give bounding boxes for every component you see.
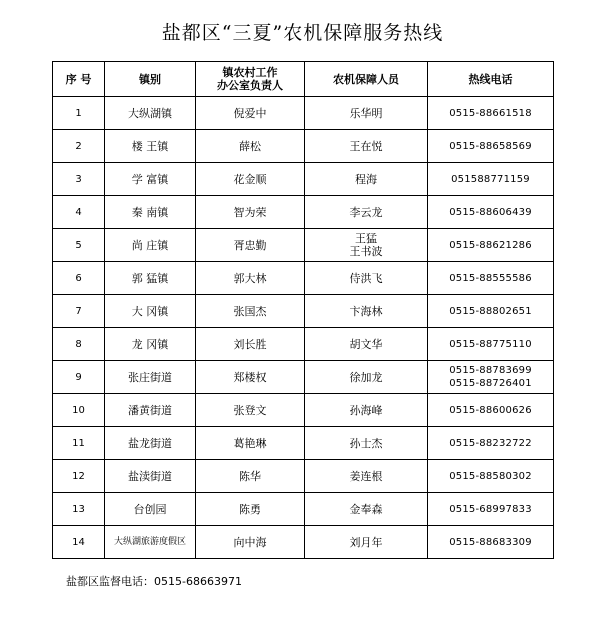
header-leader: 镇农村工作 办公室负责人 bbox=[196, 62, 305, 97]
cell-staff: 李云龙 bbox=[305, 196, 428, 229]
table-row bbox=[53, 196, 554, 229]
cell-no: 14 bbox=[53, 526, 105, 559]
cell-leader: 倪爱中 bbox=[196, 97, 305, 130]
cell-town: 台创园 bbox=[105, 493, 196, 526]
cell-town: 秦 南镇 bbox=[105, 196, 196, 229]
cell-town: 大纵湖镇 bbox=[105, 97, 196, 130]
cell-town: 大纵湖旅游度假区 bbox=[105, 526, 196, 559]
table-row bbox=[53, 328, 554, 361]
cell-tel: 0515-88658569 bbox=[428, 130, 554, 163]
cell-no: 7 bbox=[53, 295, 105, 328]
header-staff: 农机保障人员 bbox=[305, 62, 428, 97]
cell-town: 郭 猛镇 bbox=[105, 262, 196, 295]
header-tel: 热线电话 bbox=[428, 62, 554, 97]
cell-staff: 乐华明 bbox=[305, 97, 428, 130]
cell-no: 13 bbox=[53, 493, 105, 526]
table-row bbox=[53, 460, 554, 493]
cell-leader: 刘长胜 bbox=[196, 328, 305, 361]
cell-tel: 0515-88783699 0515-88726401 bbox=[428, 361, 554, 394]
header-town: 镇别 bbox=[105, 62, 196, 97]
cell-leader: 向中海 bbox=[196, 526, 305, 559]
cell-leader: 张国杰 bbox=[196, 295, 305, 328]
table-row bbox=[53, 493, 554, 526]
cell-tel: 0515-88555586 bbox=[428, 262, 554, 295]
cell-tel: 0515-88661518 bbox=[428, 97, 554, 130]
cell-leader: 郭大林 bbox=[196, 262, 305, 295]
cell-town: 龙 冈镇 bbox=[105, 328, 196, 361]
cell-tel: 0515-88802651 bbox=[428, 295, 554, 328]
cell-town: 张庄街道 bbox=[105, 361, 196, 394]
cell-staff: 孙士杰 bbox=[305, 427, 428, 460]
cell-tel: 0515-68997833 bbox=[428, 493, 554, 526]
cell-leader: 薛松 bbox=[196, 130, 305, 163]
cell-leader: 胥忠勤 bbox=[196, 229, 305, 262]
cell-staff: 胡文华 bbox=[305, 328, 428, 361]
cell-tel: 0515-88232722 bbox=[428, 427, 554, 460]
cell-tel: 0515-88606439 bbox=[428, 196, 554, 229]
cell-town: 学 富镇 bbox=[105, 163, 196, 196]
table-row bbox=[53, 229, 554, 262]
table-row bbox=[53, 394, 554, 427]
cell-leader: 智为荣 bbox=[196, 196, 305, 229]
cell-staff: 程海 bbox=[305, 163, 428, 196]
cell-staff: 王在悦 bbox=[305, 130, 428, 163]
cell-leader: 张登文 bbox=[196, 394, 305, 427]
table-row bbox=[53, 163, 554, 196]
cell-staff: 王猛 王书波 bbox=[305, 229, 428, 262]
table-row bbox=[53, 427, 554, 460]
cell-leader: 葛艳琳 bbox=[196, 427, 305, 460]
cell-staff: 孙海峰 bbox=[305, 394, 428, 427]
cell-staff: 卞海林 bbox=[305, 295, 428, 328]
supervision-phone: 盐都区监督电话：0515-68663971 bbox=[66, 575, 242, 588]
cell-staff: 金奉森 bbox=[305, 493, 428, 526]
table-row bbox=[53, 262, 554, 295]
cell-no: 1 bbox=[53, 97, 105, 130]
cell-town: 尚 庄镇 bbox=[105, 229, 196, 262]
cell-town: 大 冈镇 bbox=[105, 295, 196, 328]
table-row bbox=[53, 295, 554, 328]
table-row bbox=[53, 361, 554, 394]
cell-no: 9 bbox=[53, 361, 105, 394]
cell-no: 10 bbox=[53, 394, 105, 427]
cell-staff: 侍洪飞 bbox=[305, 262, 428, 295]
cell-town: 楼 王镇 bbox=[105, 130, 196, 163]
cell-no: 11 bbox=[53, 427, 105, 460]
cell-no: 2 bbox=[53, 130, 105, 163]
hotline-table bbox=[52, 61, 554, 559]
cell-tel: 0515-88600626 bbox=[428, 394, 554, 427]
cell-tel: 0515-88775110 bbox=[428, 328, 554, 361]
header-no: 序 号 bbox=[53, 62, 105, 97]
cell-staff: 刘月年 bbox=[305, 526, 428, 559]
cell-no: 8 bbox=[53, 328, 105, 361]
cell-tel: 0515-88683309 bbox=[428, 526, 554, 559]
cell-leader: 陈华 bbox=[196, 460, 305, 493]
cell-leader: 陈勇 bbox=[196, 493, 305, 526]
cell-town: 盐渎街道 bbox=[105, 460, 196, 493]
cell-leader: 郑楼权 bbox=[196, 361, 305, 394]
table-row bbox=[53, 526, 554, 559]
cell-no: 6 bbox=[53, 262, 105, 295]
cell-tel: 0515-88621286 bbox=[428, 229, 554, 262]
cell-staff: 徐加龙 bbox=[305, 361, 428, 394]
cell-tel: 051588771159 bbox=[428, 163, 554, 196]
cell-tel: 0515-88580302 bbox=[428, 460, 554, 493]
cell-staff: 姜连根 bbox=[305, 460, 428, 493]
table-header-row bbox=[53, 62, 554, 97]
cell-town: 盐龙街道 bbox=[105, 427, 196, 460]
table-row bbox=[53, 130, 554, 163]
cell-no: 3 bbox=[53, 163, 105, 196]
cell-leader: 花金顺 bbox=[196, 163, 305, 196]
cell-town: 潘黄街道 bbox=[105, 394, 196, 427]
cell-no: 4 bbox=[53, 196, 105, 229]
table-body bbox=[53, 97, 554, 559]
cell-no: 12 bbox=[53, 460, 105, 493]
page-title: 盐都区“三夏”农机保障服务热线 bbox=[161, 22, 444, 44]
cell-no: 5 bbox=[53, 229, 105, 262]
table-row bbox=[53, 97, 554, 130]
